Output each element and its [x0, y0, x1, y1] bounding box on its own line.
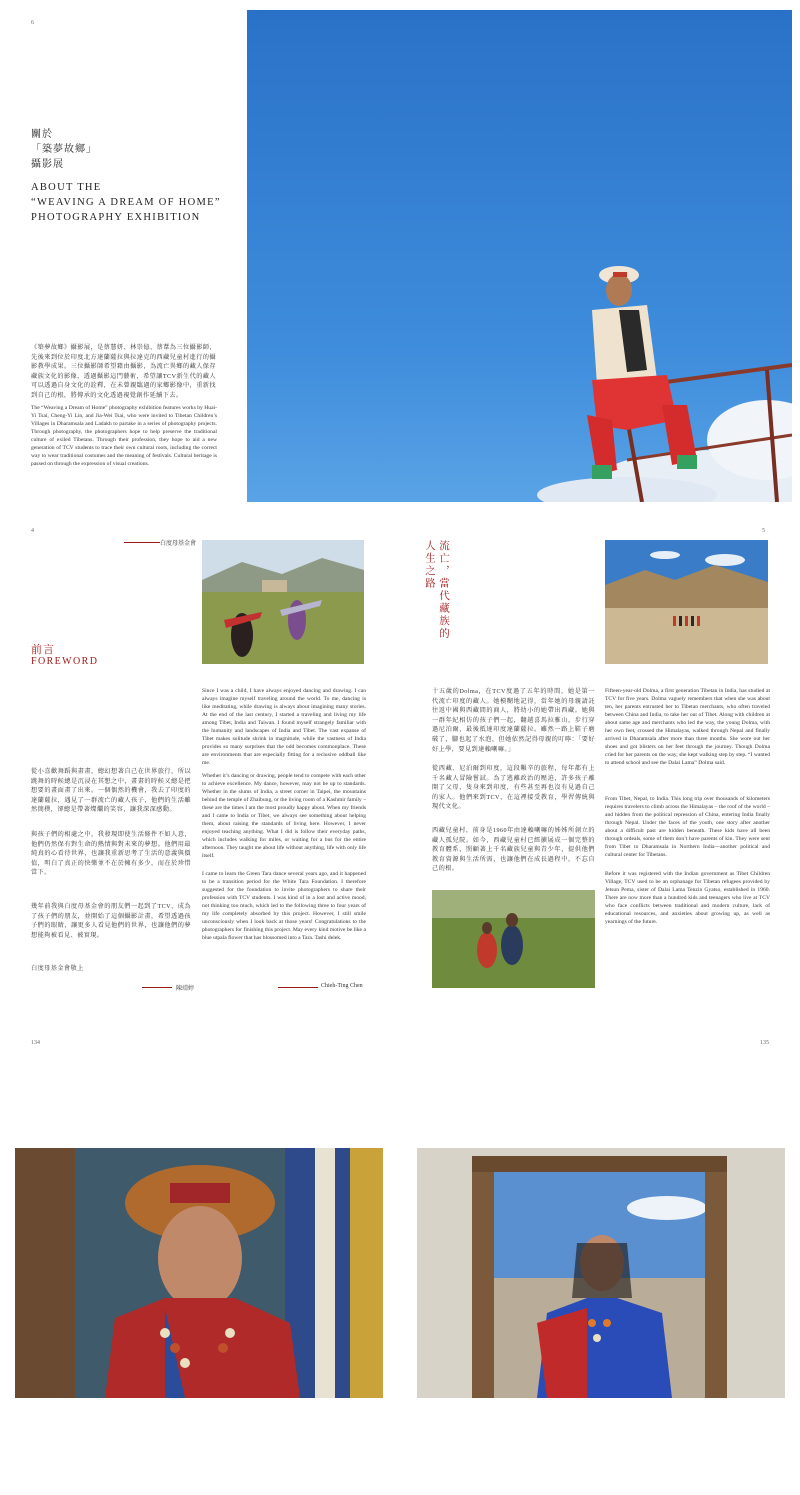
exile-body-en-2: From Tibet, Nepal, to India. This long trip over thousands of kilometers requires travelers to climb across the Himalayas – the roof of the world – and hidden from the political repression of China, entering India finally through Nepal. Under the faces of the youth, one story after another about a difficult past are hidden beneath. These kids have all been through ordeals, some of them don’t have parents of kin. They were sent from Tibet to Dharamsala in Northern India—another political and cultural center for Tibetans. — [605, 796, 770, 858]
foreword-body-en-3: I came to learn the Green Tara dance several years ago, and it happened to be a transition period for the White Tara Foundation. I therefore suggested for the foundation to invite photographers to share their profession with TCV students. I was kind of in a lost and active mood, not thinking too much, which led to the following three to four years of my life completely absorbed by this project. However, I still smile unconsciously when I look back at those years! Congratulations to the photographers for finishing this project. May every kind motive be like a blue utpala flower that has blossomed into a Tara. Tashi delek. — [202, 871, 366, 941]
foreword-body-en-2: Whether it’s dancing or drawing, people tend to compete with each other to achieve excellence. My dance, however, may not be up to standards. Whether in the slums of India, a street corner in Taipei, the mountains behind the temple of Zhaibung, or the living room of a Kashmir family – these are the times I am the most proudly happy about. When my friends and I came to India or Tibet, we always see something about helping them, about raising the standards of living here. However, I never enjoyed teaching anything. What I did is follow their everyday paths, which includes walking for miles, or waiting for a bus for the entire afternoon. They taught me about life without anything, life with only life itself. — [202, 773, 366, 859]
page-number: 135 — [760, 1040, 769, 1046]
signature-en: Chieh-Ting Chen — [321, 983, 363, 989]
accent-line — [142, 987, 172, 988]
page-number: 4 — [31, 528, 34, 534]
accent-line — [278, 987, 318, 988]
photo-landscape-group — [605, 540, 768, 664]
photo-girl-fur-hat — [15, 1148, 383, 1398]
about-title-zh: 關於 「築夢故鄉」 攝影展 — [31, 129, 97, 170]
foreword-header-label: 白度母基金會 — [160, 541, 197, 547]
photo-girl-window-frame — [417, 1148, 785, 1398]
page-number: 6 — [31, 20, 34, 26]
photo-girls-sitting — [432, 890, 595, 988]
about-body-zh: 《築夢故鄉》攝影展，是蔡慧妍、林崇億、蔡葦為三位攝影師，先後來到位於印度北方達蘭薩拉與拉達克的西藏兒童村進行的攝影教學成果。三位攝影師希望藉由攝影，為流亡異鄉的藏人保存藏族文化的影像，透過攝影這門藝術，希望讓TCV新生代的藏人可以透過自身文化的詮釋，在未曾親臨過的家鄉影像中，重新找到自己的根，將傳承的文化透過視覺創作延續下去。 — [31, 344, 216, 399]
exile-body-zh-2: 從西藏、尼泊爾到印度，這段艱辛的旅程，每年都有上千名藏人冒險嘗試。為了逃離政治的壓迫，許多孩子離開了父母，隻身來到印度，有些甚至再也沒有見過自己的家人。他們來到TCV，在這裡接受教育，學習傳統與現代文化。 — [432, 765, 595, 811]
foreword-body-zh-3: 幾年前我與白度母基金會的朋友們一起到了TCV，成為了孩子們的朋友，並開始了這個攝影計畫，希望透過孩子們的眼睛，讓更多人看見他們的世界，也讓他們的夢想能夠被看見、被實現。 — [31, 903, 191, 939]
foreword-body-en-1: Since I was a child, I have always enjoyed dancing and drawing. I can always imagine myself traveling around the world. To me, dancing is like meditating, while drawing is always about imagining many stories. At the end of the last century, I started a traveling and living my life among Tibet, India and Taiwan. I found myself strangely familiar with the humanity and landscapes of India and Tibet. The vast expanse of Tibet makes solitude shrink in magnitude, while the vastness of India provides so many surprises that the odd becomes commonplace. These are environments that are especially fitting for a reclusive oddball like me. — [202, 688, 366, 766]
photo-boy-on-railing — [247, 10, 792, 502]
about-title-en: ABOUT THE “WEAVING A DREAM OF HOME” PHOTOGRAPHY EXHIBITION — [31, 182, 221, 223]
foreword-title-en: FOREWORD — [31, 656, 99, 667]
foreword-body-zh-2: 與孩子們的相處之中，我發現即使生活條件不如人意，他們仍然保有對生命的熱情與對未來的夢想。他們用最純真的心看待世界，也讓我重新思考了生活的意義與價值，明白了真正的快樂並不在於擁有多少，而在於珍惜當下。 — [31, 831, 191, 877]
exile-body-zh-3: 西藏兒童村，前身是1960年由達賴喇嘛的姊姊所創立的藏人孤兒院。如今，西藏兒童村已經擴展成一個完整的教育體系，照顧著上千名藏族兒童與青少年，提供他們教育資源與生活所需，也讓他們在成長過程中，不忘自己的根。 — [432, 827, 595, 873]
about-body-en: The “Weaving a Dream of Home” photography exhibition features works by Huai-Yi Tsai, Cheng-Yi Lin, and Jia-Wei Tsai, who were invited to Tibetan Children’s Villages in Dharamsala and Ladakh to partake in a series of photography projects. Through photography, the photographers hope to help preserve the traditional culture of exiled Tibetans. Through their profession, they hope to aid a new generation of TCV students to trace their own cultural roots, including the correct way to wear traditional costumes and the meaning of festivals. Cultural heritage is passed on through the expression of visual creations. — [31, 405, 217, 467]
exile-body-en-3: Before it was registered with the Indian government as Tibet Children Village, TCV used to be an orphanage for Tibetan refugees provided by Jetsun Pema, sister of Dalai Lama Tenzin Gyatso, established in 1960. There are now more than a hundred kids and teenagers who live at TCV who face conflicts between traditional and modern culture, lack of educational resources, and anxieties about growing up, as well as yearnings of the future. — [605, 871, 770, 925]
photo-girls-dancing — [202, 540, 364, 664]
page-number: 134 — [31, 1040, 40, 1046]
foreword-title-zh: 前言 — [31, 644, 55, 656]
exile-body-zh-1: 十五歲的Dolma，在TCV度過了五年的時間，她是第一代流亡印度的藏人。她模糊地記得，當年她的母親請託往返中國與西藏間的商人，將幼小的她帶出西藏。她與一群年紀相仿的孩子們一起，翻越喜馬拉雅山，步行穿過尼泊爾，最後抵達印度達蘭薩拉。雖然一路上鞋子磨破了，腳也起了水泡，但她依然記得母親的叮嚀：「要好好上學，要見到達賴喇嘛。」 — [432, 688, 595, 753]
page-number: 5 — [762, 528, 765, 534]
exile-body-en-1: Fifteen-year-old Dolma, a first generation Tibetan in India, has studied at TCV for five years. Dolma vaguely remembers that when she was about ten, her parents entrusted her to Tibetan merchants, who often traveled between China and India, to take her out of Tibet. Along with children at about same age and merchants who led the way, the young Dolma, with her own feet, crossed the Himalayas, walked through Nepal and finally arrived in Dharamsala after more than three months. She wore out her shoes and got blisters on her feet through the journey. Though Dolma cried for her parents on the way, she kept walking step by step. “I wanted to attend school and see the Dalai Lama” Dolma said. — [605, 688, 770, 766]
signature-zh: 陳靖婷 — [176, 986, 195, 992]
foreword-body-zh-end: 白度母基金會敬上 — [31, 965, 84, 972]
foreword-body-zh-1: 從小喜歡舞蹈與畫畫，總幻想著自己在世界旅行，所以跳舞的時候總是沉浸在其想之中，畫畫的時候又總是把想要的畫面畫了出來。一個偶然的機會，我去了印度的達蘭薩拉，遇見了一群流亡的藏人孩子，他們的生活雖然簡樸，卻總是帶著燦爛的笑容，讓我深深感動。 — [31, 768, 191, 814]
accent-line — [124, 542, 160, 543]
exile-title-zh: 流亡，當代藏族的人生之路 — [424, 540, 449, 640]
